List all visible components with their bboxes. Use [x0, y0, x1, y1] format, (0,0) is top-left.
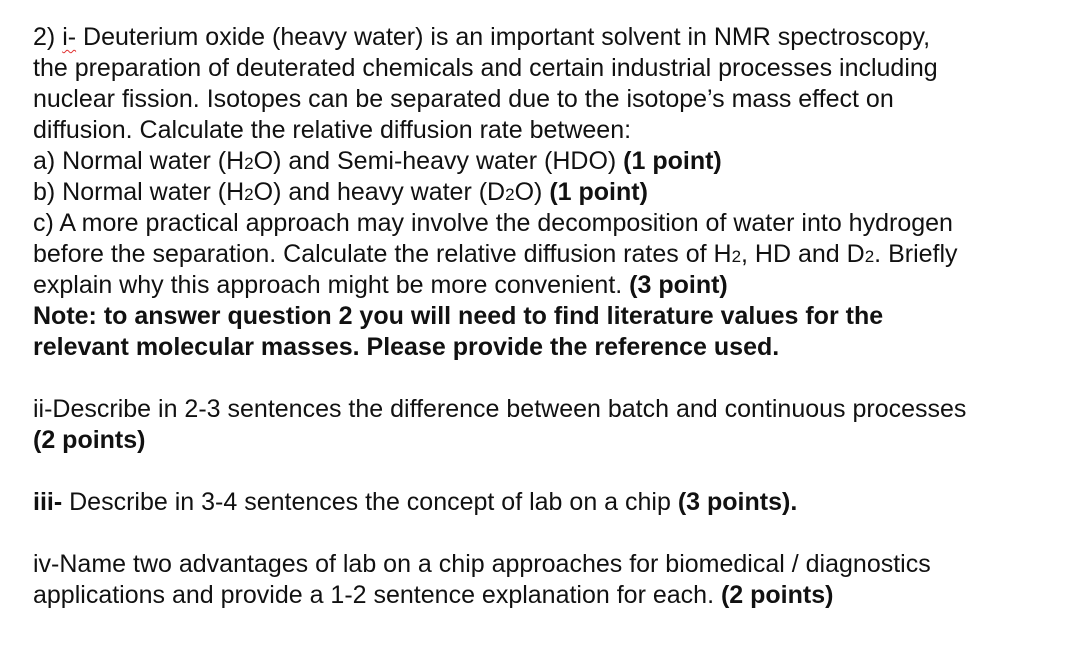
- q2-part-a: [33, 146, 1063, 177]
- q2-c-text-3: . Briefly: [874, 240, 958, 268]
- q-ii-line-2: [33, 425, 1063, 456]
- q2-line-2: the preparation of deuterated chemicals and certain industrial processes including: [33, 54, 938, 82]
- q2-b-text-2: O) and heavy water (D: [253, 178, 506, 206]
- q2-line-1: [33, 22, 1063, 53]
- q2-part-b: [33, 177, 1063, 208]
- q2-a-text-2: O) and Semi-heavy water (HDO): [253, 147, 624, 175]
- q2-note-line-2: [33, 332, 1063, 363]
- q2-b-text-3: O): [514, 178, 550, 206]
- q2-c-subscript-1: 2: [731, 247, 742, 266]
- q-iii-label: iii-: [33, 488, 63, 516]
- spacer: [33, 363, 1063, 394]
- q2-b-points: (1 point): [549, 178, 648, 206]
- q2-c-points: (3 point): [629, 271, 728, 299]
- q2-line-4: diffusion. Calculate the relative diffusion rate between:: [33, 116, 632, 144]
- spacer: [33, 518, 1063, 549]
- q2-part-i-label: i-: [62, 23, 77, 51]
- document-body: [33, 22, 1063, 611]
- q-iv-line-1: iv-Name two advantages of lab on a chip approaches for biomedical / diagnostics: [33, 550, 931, 578]
- q-iv-line-2: [33, 580, 1063, 611]
- q-iv-points: (2 points): [720, 581, 834, 609]
- q2-part-c-line-2: [33, 239, 1063, 270]
- q2-note-text-2: relevant molecular masses. Please provide the reference used.: [33, 333, 780, 361]
- q2-a-text: a) Normal water (H: [33, 147, 245, 175]
- q2-a-points: (1 point): [623, 147, 722, 175]
- q-iii-text: Describe in 3-4 sentences the concept of lab on a chip: [62, 488, 678, 516]
- q2-c-text: before the separation. Calculate the relative diffusion rates of H: [33, 240, 732, 268]
- q2-a-subscript: 2: [244, 154, 254, 173]
- q-iii-line: [33, 487, 1063, 518]
- q2-c-subscript-2: 2: [864, 247, 875, 266]
- q2-part-c-line-3: [33, 270, 1063, 301]
- q-iv-text: applications and provide a 1-2 sentence explanation for each.: [33, 581, 721, 609]
- q2-b-subscript-1: 2: [244, 185, 254, 204]
- q2-c-text-4: explain why this approach might be more convenient.: [33, 271, 630, 299]
- q2-part-c-line-1: c) A more practical approach may involve the decomposition of water into hydrogen: [33, 209, 953, 237]
- q2-b-subscript-2: 2: [505, 185, 515, 204]
- q-iii-points: (3 points).: [677, 488, 798, 516]
- q-ii-points: (2 points): [33, 426, 146, 454]
- q2-line-3: nuclear fission. Isotopes can be separated due to the isotope’s mass effect on: [33, 85, 894, 113]
- q-ii-line-1: ii-Describe in 2-3 sentences the difference between batch and continuous processes: [33, 395, 967, 423]
- q2-c-text-2: , HD and D: [741, 240, 865, 268]
- spacer: [33, 456, 1063, 487]
- q2-note-text-1: Note: to answer question 2 you will need to find literature values for the: [33, 302, 884, 330]
- q2-intro-text: Deuterium oxide (heavy water) is an important solvent in NMR spectroscopy,: [76, 23, 931, 51]
- q2-note-line-1: [33, 301, 1063, 332]
- q2-number: 2): [33, 23, 63, 51]
- q2-b-text: b) Normal water (H: [33, 178, 245, 206]
